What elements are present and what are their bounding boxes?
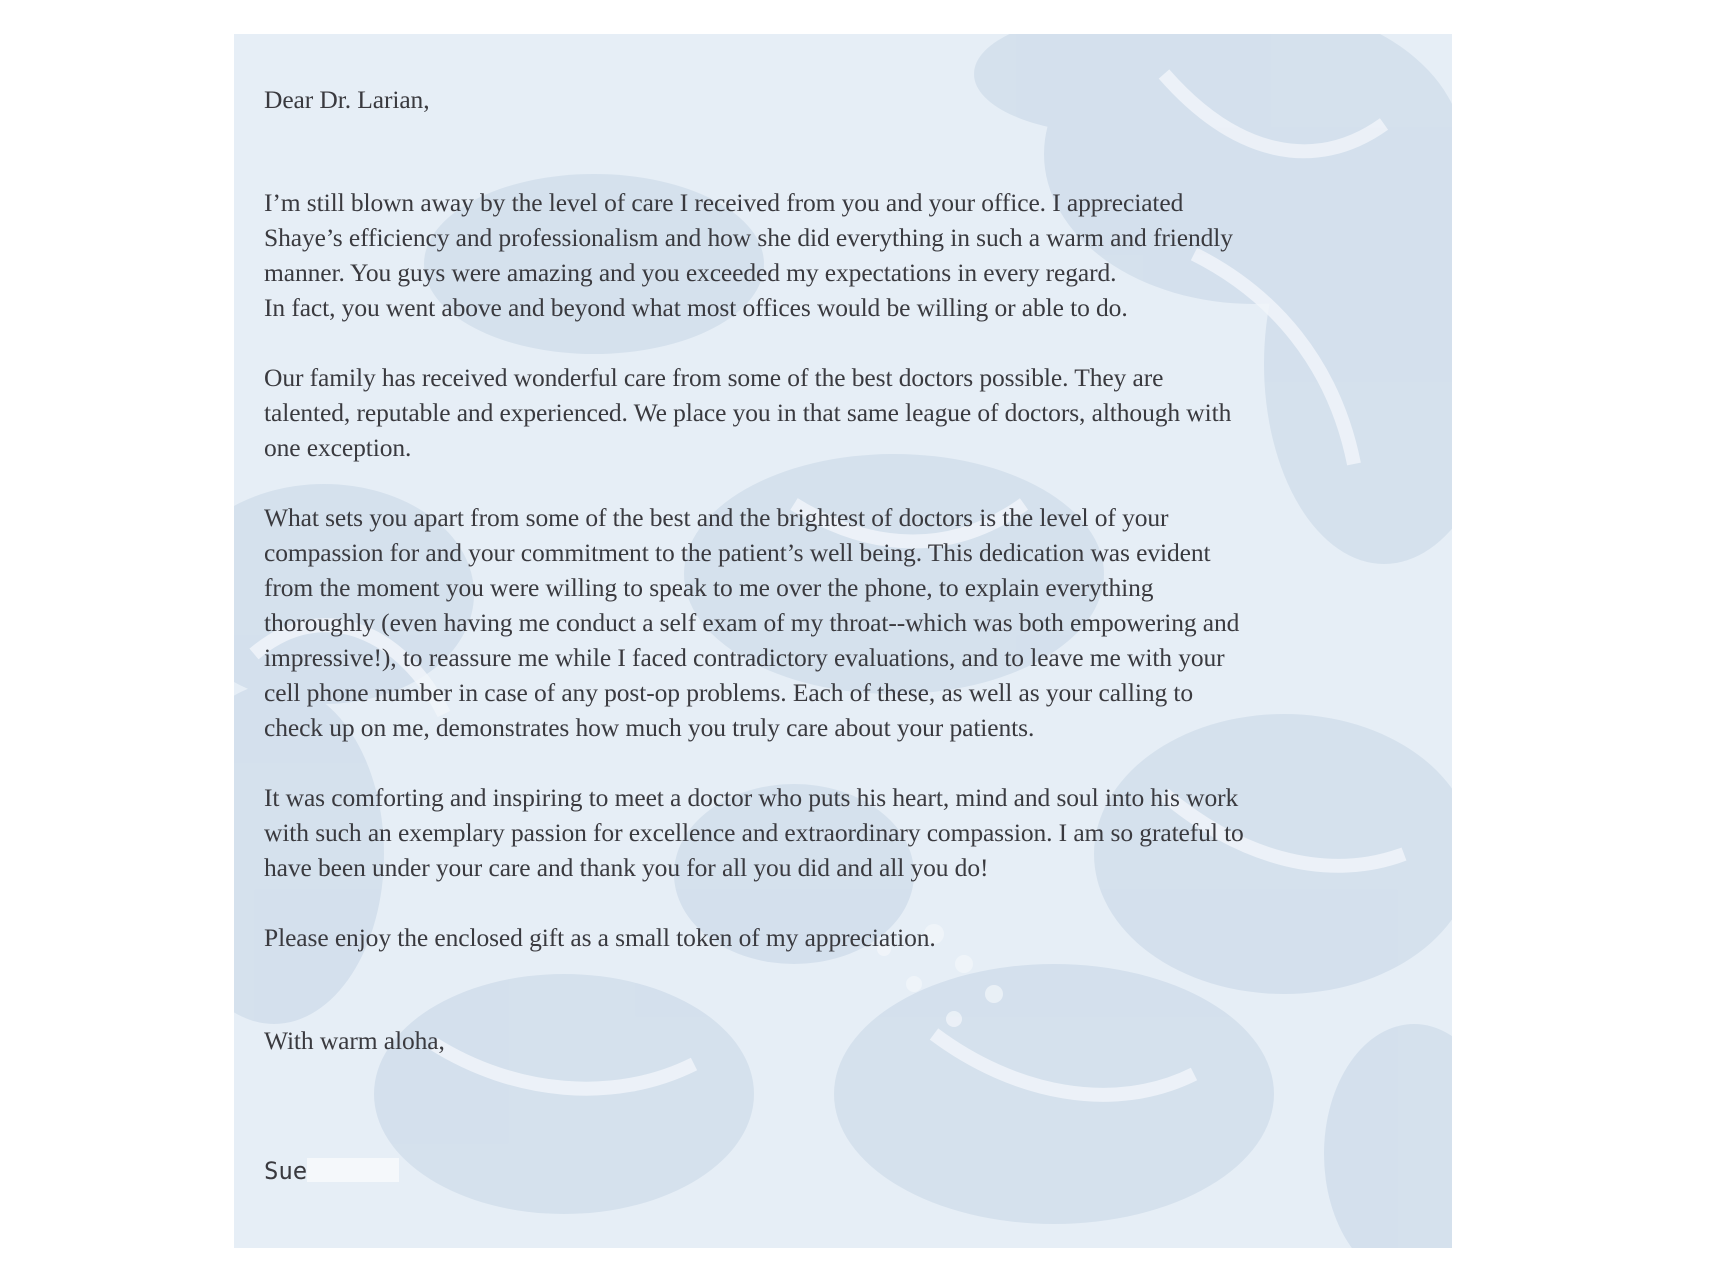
letter-salutation: Dear Dr. Larian, [264, 85, 430, 114]
letter-sign-off: With warm aloha, [264, 1026, 445, 1055]
signature-line [264, 1153, 1439, 1189]
letter-paragraph-5: Please enjoy the enclosed gift as a small token of my appreciation. [264, 923, 936, 952]
signature-name: Sue [264, 1157, 308, 1185]
letter-paragraph-1: I’m still blown away by the level of care I received from you and your office. I appreciated Shaye’s efficiency and professionalism and how she did everything in such a warm and friendly manner. You guys were amazing and you exceeded my expectations in every regard. In fact, you went above and beyond what most offices would be willing or able to do. [264, 188, 1233, 322]
letter-body [264, 82, 1439, 1189]
letter-paragraph-3: What sets you apart from some of the best and the brightest of doctors is the level of your compassion for and your commitment to the patient’s well being. This dedication was evident from the moment you were willing to speak to me over the phone, to explain everything thoroughly (even having me conduct a self exam of my throat--which was both empowering and impressive!), to reassure me while I faced contradictory evaluations, and to leave me with your cell phone number in case of any post-op problems. Each of these, as well as your calling to check up on me, demonstrates how much you truly care about your patients. [264, 503, 1240, 742]
letter-paragraph-4: It was comforting and inspiring to meet a doctor who puts his heart, mind and soul into his work with such an exemplary passion for excellence and extraordinary compassion. I am so grateful to have been under your care and thank you for all you did and all you do! [264, 783, 1244, 882]
letter-paper [234, 34, 1452, 1248]
redacted-surname [307, 1158, 399, 1182]
letter-paragraph-2: Our family has received wonderful care from some of the best doctors possible. They are talented, reputable and experienced. We place you in that same league of doctors, although with one exception. [264, 363, 1232, 462]
